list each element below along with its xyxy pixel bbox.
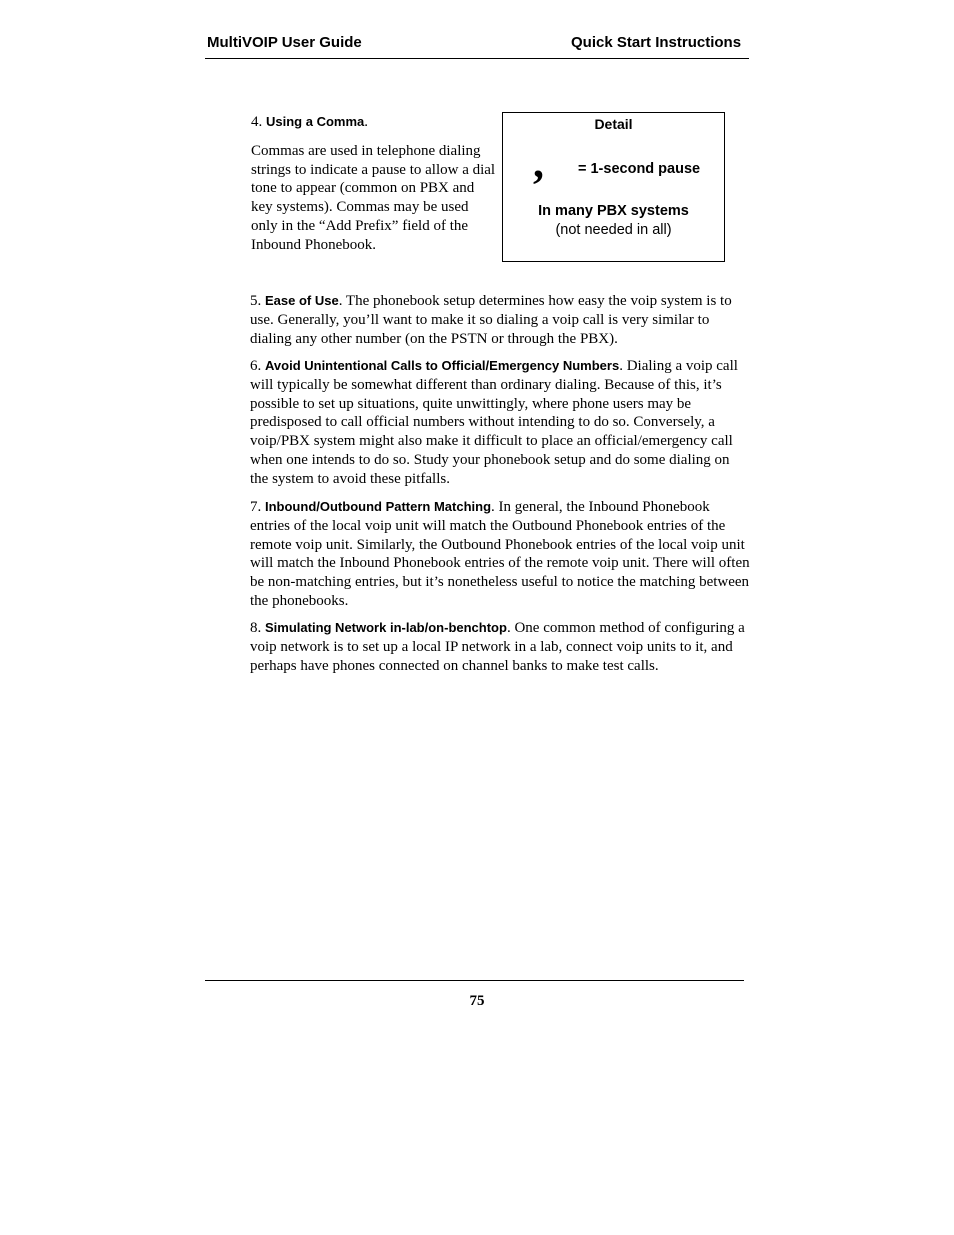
item5-paragraph [250, 292, 750, 348]
item8-number: 8. [250, 620, 265, 636]
page-number: 75 [469, 993, 485, 1009]
detail-note-text: (not needed in all) [555, 222, 672, 238]
item4-title-end: . [364, 114, 368, 130]
item5-title: Ease of Use [265, 293, 339, 308]
detail-pbx-text: In many PBX systems [538, 203, 689, 219]
footer-rule [205, 980, 744, 981]
detail-comma-symbol: , [533, 138, 544, 187]
detail-pause-text: = 1-second pause [578, 161, 701, 177]
item6-number: 6. [250, 358, 265, 374]
header-rule [205, 58, 749, 59]
item7-body: . In general, the Inbound Phonebook entries of the local voip unit will match the Outbound Phonebook entries of the remote voip unit. Similarly, the Outbound Phonebook entries of the local voip unit will match the Inbound Phonebook entries of the remote voip unit. There will often be non-matching entries, but it’s nonetheless useful to notice the matching between the phonebooks. [250, 499, 750, 609]
item8-paragraph [250, 619, 750, 675]
header-section-title: Quick Start Instructions [571, 34, 742, 51]
item7-paragraph [250, 498, 750, 611]
detail-title: Detail [594, 116, 633, 132]
item8-title: Simulating Network in-lab/on-benchtop [265, 620, 507, 635]
item4-heading [251, 114, 368, 131]
item8-body: . One common method of configuring a voip network is to set up a local IP network in a lab, connect voip units to it, and perhaps have phones connected on channel banks to make test calls. [250, 620, 745, 674]
detail-box [502, 112, 725, 262]
item7-number: 7. [250, 499, 265, 515]
item4-title: Using a Comma [266, 114, 365, 129]
item6-title: Avoid Unintentional Calls to Official/Emergency Numbers [265, 358, 620, 373]
item6-paragraph [250, 357, 750, 489]
header-guide-title: MultiVOIP User Guide [207, 34, 362, 51]
item4-number: 4. [251, 114, 266, 130]
item4-body: Commas are used in telephone dialing strings to indicate a pause to allow a dial tone to appear (common on PBX and key systems). Commas may be used only in the “Add Prefix” field of the Inbound Phonebook. [251, 143, 496, 253]
item7-title: Inbound/Outbound Pattern Matching [265, 499, 492, 514]
item5-number: 5. [250, 293, 265, 309]
item6-body: . Dialing a voip call will typically be somewhat different than ordinary dialing. Because of this, it’s possible to set up situations, quite unwittingly, where phone users may be predisposed to call official numbers without intending to do so. Conversely, a voip/PBX system might also make it difficult to place an official/emergency call when one intends to do so. Study your phonebook setup and do some dialing on the system to avoid these pitfalls. [250, 358, 738, 487]
item5-body: . The phonebook setup determines how easy the voip system is to use. Generally, you’ll want to make it so dialing a voip call is very similar to dialing any other number (on the PSTN or through the PBX). [250, 293, 732, 347]
